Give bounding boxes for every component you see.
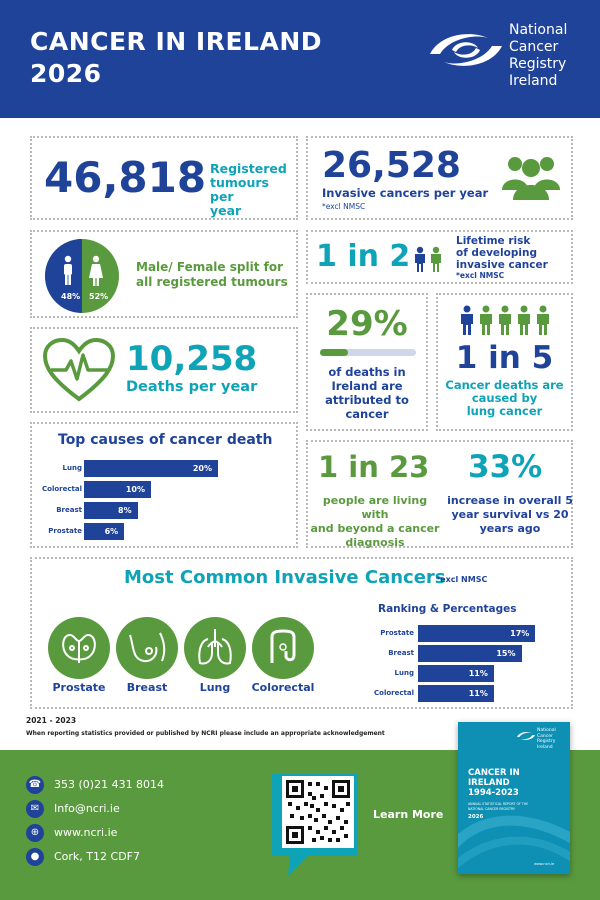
lifetime-value: 1 in 2 — [316, 239, 411, 274]
contact-email[interactable]: Info@ncri.ie — [54, 802, 120, 815]
contact-address: Cork, T12 CDF7 — [54, 850, 140, 863]
deaths-pct-fill — [320, 349, 348, 356]
deaths-pct-track — [320, 349, 416, 356]
bar-label-colorectal: Colorectal — [42, 485, 82, 493]
report-subtitle: ANNUAL STATISTICAL REPORT OF THE NATIONAL CANCER REGISTRY — [468, 802, 529, 811]
header — [0, 0, 600, 118]
footnote-years: 2021 - 2023 — [26, 716, 77, 725]
cancer-label-prostate: Prostate — [52, 681, 106, 694]
bar-prostate — [418, 625, 535, 642]
living-value: 1 in 23 — [318, 450, 430, 484]
top-causes-chart — [32, 460, 296, 544]
lung-icon — [184, 617, 246, 679]
contact-phone[interactable]: 353 (0)21 431 8014 — [54, 778, 165, 791]
registered-value: 46,818 — [44, 153, 207, 202]
bar-value-breast: 8% — [118, 506, 132, 515]
logo-text: National Cancer Registry Ireland — [509, 22, 568, 89]
report-logo-text: National Cancer Registry Ireland — [537, 728, 556, 750]
male-percent: 48% — [61, 292, 81, 301]
footnote-text: When reporting statistics provided or published by NCRI please include an appropriate acknowledgement — [26, 730, 385, 737]
qr-code-icon[interactable] — [282, 776, 354, 848]
location-pin-icon: ● — [26, 848, 44, 866]
deaths-per-year-card — [30, 327, 298, 413]
bar-label-breast: Breast — [388, 649, 414, 657]
contact-web[interactable]: www.ncri.ie — [54, 826, 118, 839]
report-logo-icon — [516, 730, 536, 742]
cancer-label-colorectal: Colorectal — [251, 681, 315, 694]
cancer-label-breast: Breast — [126, 681, 168, 694]
top-causes-title: Top causes of cancer death — [58, 432, 273, 448]
deaths-label: Deaths per year — [126, 379, 258, 395]
invasive-note: *excl NMSC — [322, 202, 366, 211]
prostate-icon — [48, 617, 110, 679]
people-group-icon — [502, 150, 560, 200]
common-cancers-card — [30, 557, 573, 709]
bar-label-lung: Lung — [394, 669, 414, 677]
cancer-label-lung: Lung — [199, 681, 231, 694]
two-people-icon — [412, 246, 444, 272]
bar-label-prostate: Prostate — [380, 629, 414, 637]
page-title: CANCER IN IRELAND 2026 — [30, 27, 323, 88]
heartbeat-icon — [42, 337, 116, 403]
bar-breast — [418, 645, 522, 662]
lung-deaths-card — [436, 293, 573, 431]
top-causes-card — [30, 422, 298, 548]
bar-breast — [84, 502, 138, 519]
common-cancers-note: *excl NMSC — [436, 575, 488, 584]
female-percent: 52% — [89, 292, 109, 301]
survival-value: 33% — [468, 449, 543, 485]
bar-lung — [84, 460, 218, 477]
report-web: www.ncri.ie — [534, 862, 555, 866]
colorectal-icon — [252, 617, 314, 679]
ranking-title: Ranking & Percentages — [378, 603, 517, 615]
bar-value-lung: 20% — [192, 464, 212, 473]
living-label: people are living with and beyond a cancer diagnosis — [310, 494, 440, 549]
deaths-pct-value: 29% — [326, 304, 408, 344]
bar-colorectal — [84, 481, 151, 498]
globe-icon: ⊕ — [26, 824, 44, 842]
common-cancers-title: Most Common Invasive Cancers — [124, 567, 446, 588]
bar-value-colorectal: 11% — [468, 689, 488, 698]
gender-split-label: Male/ Female split for all registered tumours — [136, 260, 288, 289]
ncri-logo-icon — [426, 28, 506, 72]
invasive-cancers-card — [306, 136, 573, 220]
bar-value-prostate: 17% — [510, 629, 530, 638]
report-title: CANCER IN IRELAND 1994-2023 — [468, 768, 520, 798]
lung-deaths-label: Cancer deaths are caused by lung cancer — [445, 378, 564, 418]
bar-label-colorectal: Colorectal — [374, 689, 414, 697]
bar-prostate — [84, 523, 124, 540]
bar-lung — [418, 665, 494, 682]
ranking-chart — [330, 625, 570, 707]
breast-icon — [116, 617, 178, 679]
bar-value-breast: 15% — [496, 649, 516, 658]
bar-colorectal — [418, 685, 494, 702]
bar-value-prostate: 6% — [104, 527, 119, 536]
lifetime-label: Lifetime risk of developing invasive cancer *excl NMSC — [456, 235, 548, 280]
phone-icon: ☎ — [26, 776, 44, 794]
deaths-value: 10,258 — [126, 339, 258, 379]
report-year: 2026 — [468, 814, 484, 820]
lung-deaths-value: 1 in 5 — [455, 340, 554, 376]
gender-split-card — [30, 230, 298, 318]
report-cover[interactable] — [458, 722, 570, 874]
learn-more-link[interactable]: Learn More — [373, 808, 444, 821]
lifetime-risk-card — [306, 230, 573, 284]
bar-value-lung: 11% — [468, 669, 488, 678]
invasive-value: 26,528 — [322, 145, 461, 186]
survival-label: increase in overall 5 year survival vs 20 years ago — [447, 494, 573, 535]
registered-label: Registered tumours per year — [210, 161, 287, 218]
male-slice — [45, 239, 82, 313]
registered-tumours-card — [30, 136, 298, 220]
bar-label-prostate: Prostate — [48, 527, 82, 535]
five-people-icon — [458, 305, 554, 335]
deaths-pct-label: of deaths in Ireland are attributed to cancer — [325, 365, 409, 421]
invasive-label: Invasive cancers per year — [322, 186, 489, 200]
deaths-attributed-card — [306, 293, 428, 431]
gender-split-pie — [44, 238, 120, 314]
living-survival-card — [306, 440, 573, 548]
email-icon: ✉ — [26, 800, 44, 818]
bar-label-breast: Breast — [56, 506, 82, 514]
bar-value-colorectal: 10% — [125, 485, 145, 494]
bar-label-lung: Lung — [62, 464, 82, 472]
